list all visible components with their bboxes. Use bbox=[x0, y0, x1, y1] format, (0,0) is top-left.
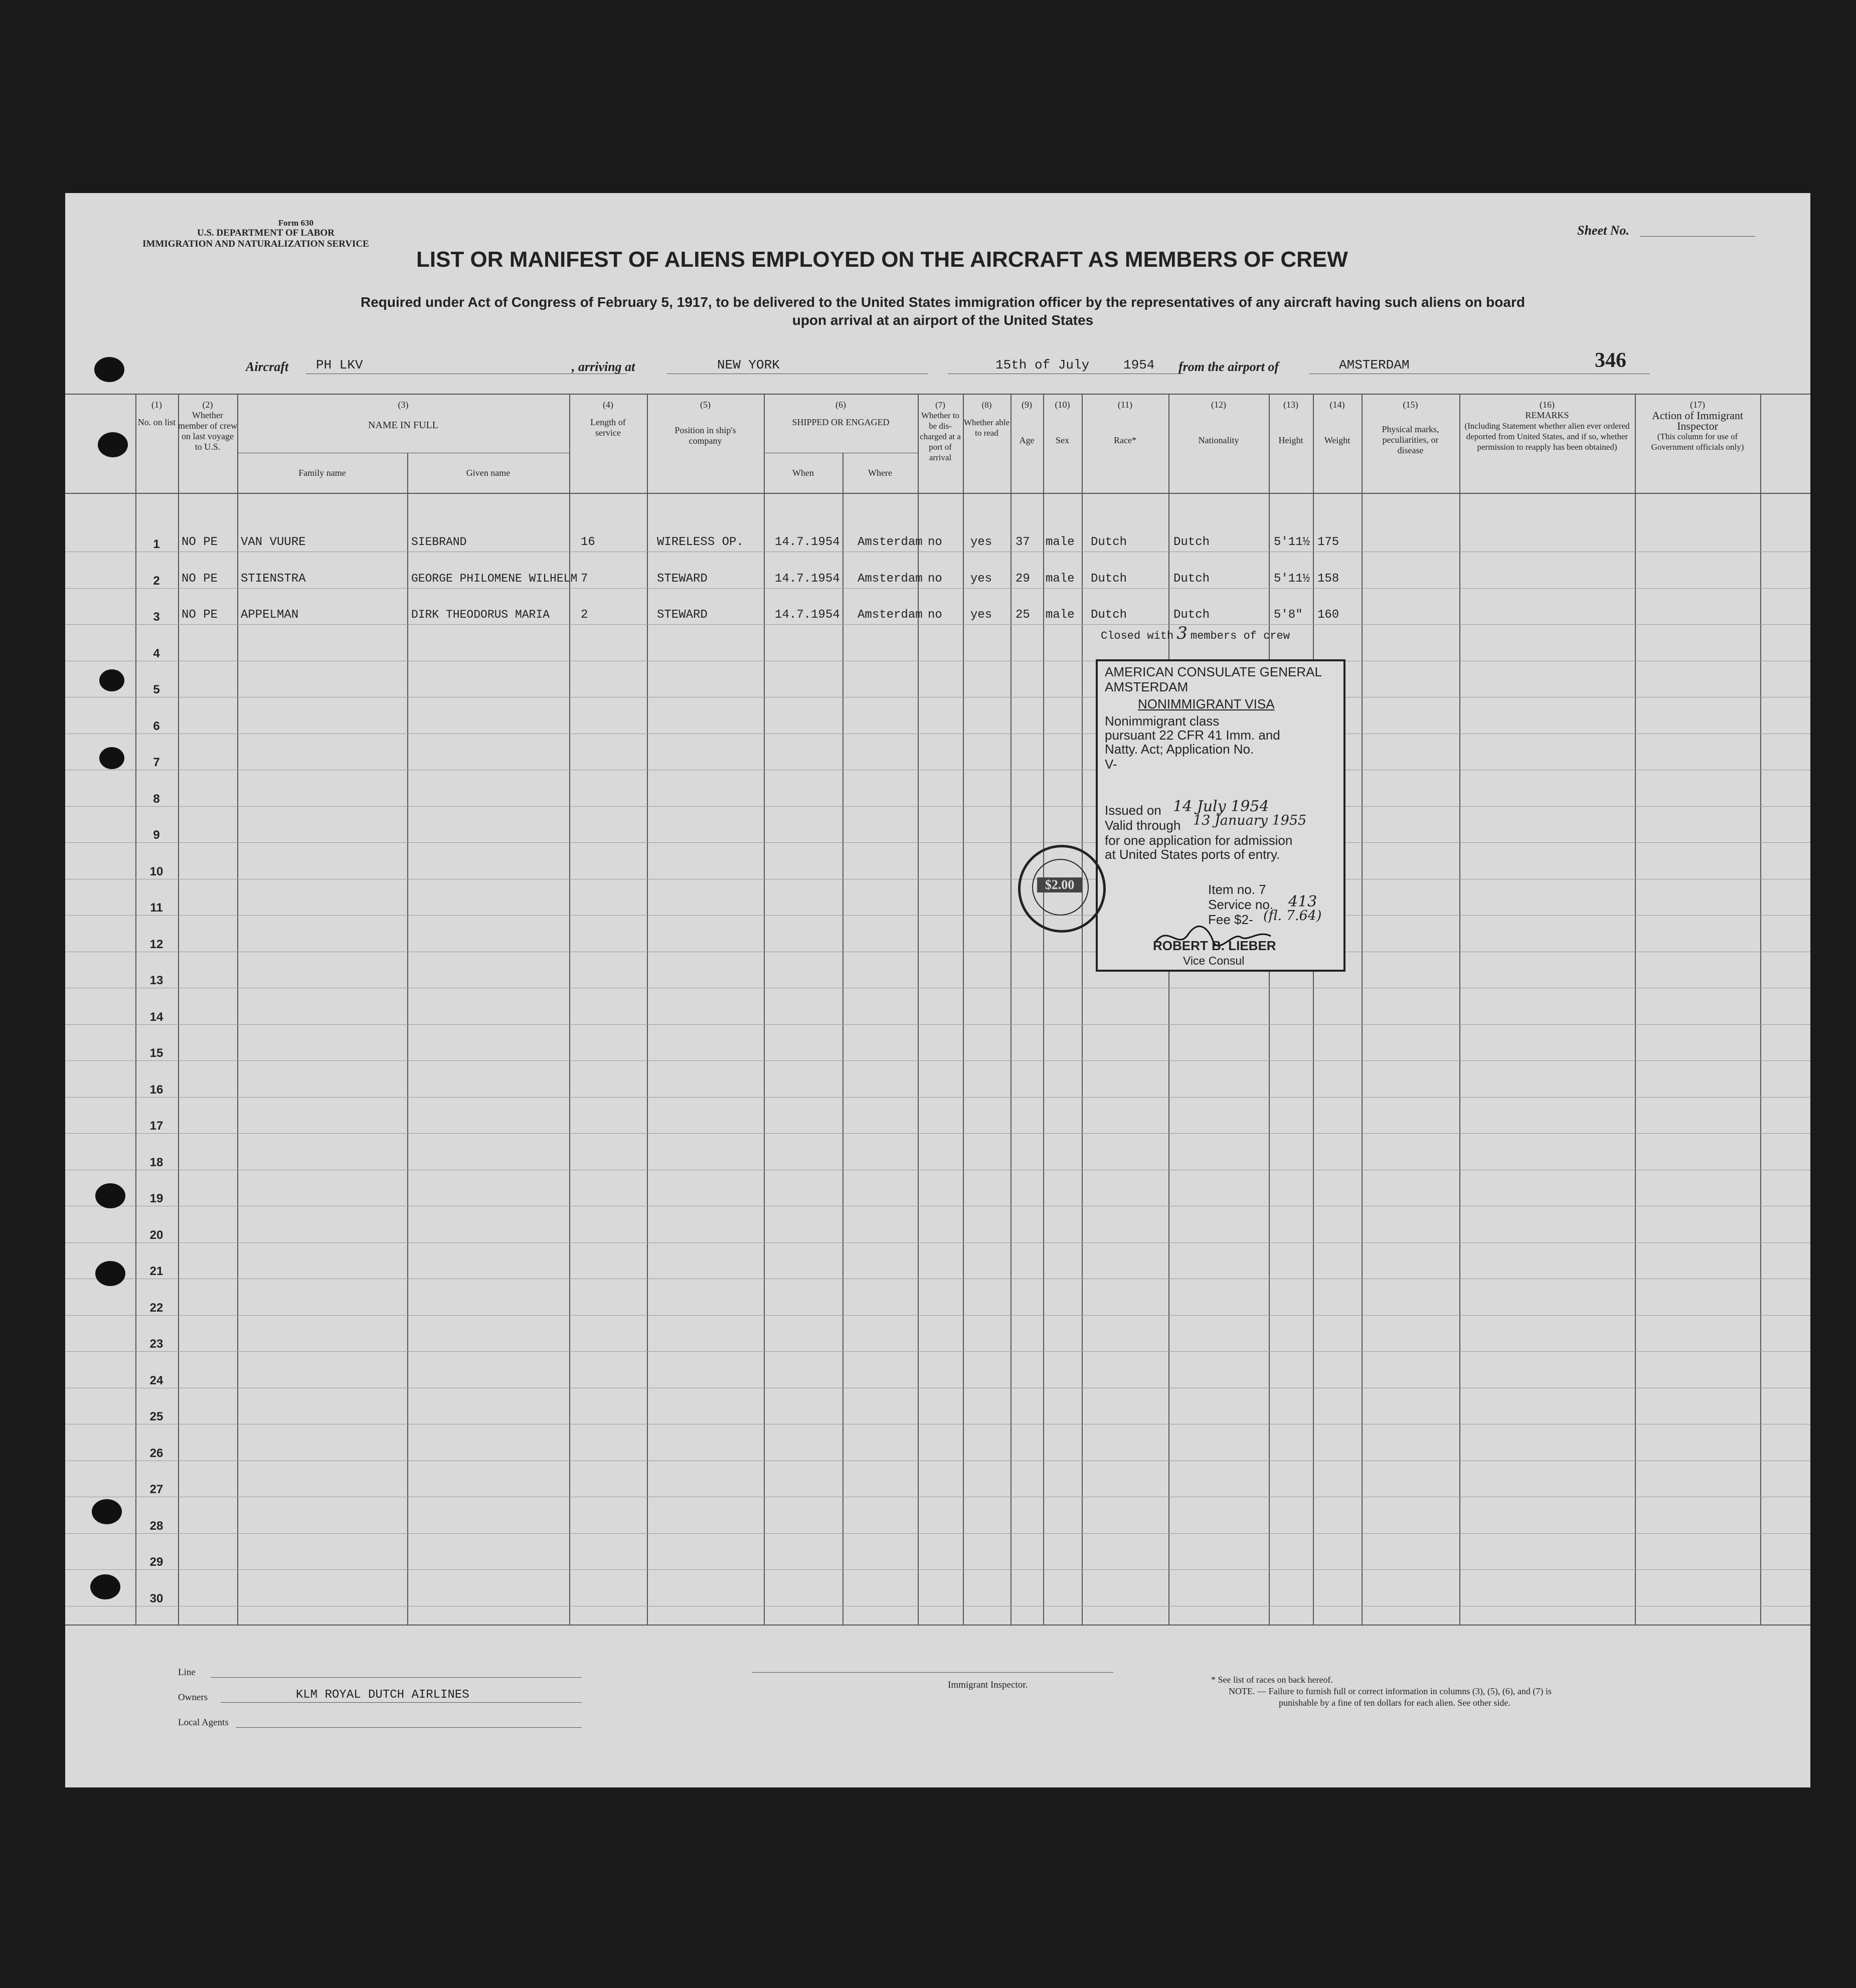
agents-label: Local Agents bbox=[178, 1717, 229, 1728]
row-rule bbox=[65, 1351, 1810, 1352]
row-number: 19 bbox=[149, 1192, 163, 1205]
col-line-17 bbox=[1635, 394, 1636, 1624]
cell-height: 5'11½ bbox=[1274, 535, 1310, 549]
row-number: 15 bbox=[149, 1046, 163, 1060]
stamp-issued-date: 14 July 1954 bbox=[1173, 798, 1269, 815]
stamp-cfr: pursuant 22 CFR 41 Imm. and bbox=[1105, 728, 1280, 743]
cell-read: yes bbox=[970, 572, 992, 586]
punch-hole bbox=[92, 1499, 122, 1524]
col1-header: (1) No. on list bbox=[137, 400, 176, 427]
col-line-10 bbox=[1043, 394, 1044, 1624]
col3-family-header: Family name bbox=[298, 468, 346, 478]
row-rule bbox=[65, 1024, 1810, 1025]
from-value: AMSTERDAM bbox=[1339, 357, 1410, 373]
visa-stamp bbox=[1096, 659, 1345, 972]
col16-header: (16) REMARKS (Including Statement whether alien ever ordered deported from United States, and if so, whether permission to reapply has been obtained) bbox=[1464, 400, 1630, 452]
col-line-2 bbox=[178, 394, 179, 1624]
col8-header: (8) Whether able to read bbox=[963, 400, 1010, 438]
punch-hole bbox=[99, 669, 124, 691]
col11-header: (11) Race* bbox=[1114, 400, 1136, 445]
row-number: 18 bbox=[149, 1155, 163, 1169]
row-rule bbox=[65, 1242, 1810, 1243]
cell-sex: male bbox=[1046, 572, 1075, 586]
punch-hole bbox=[90, 1574, 120, 1599]
cell-sex: male bbox=[1046, 608, 1075, 622]
cell-position: WIRELESS OP. bbox=[657, 535, 744, 549]
col-line-3b bbox=[407, 453, 408, 1624]
arrival-year: 1954 bbox=[1123, 357, 1155, 373]
row-rule bbox=[65, 1569, 1810, 1570]
cell-where: Amsterdam bbox=[858, 608, 923, 622]
cell-given: DIRK THEODORUS MARIA bbox=[411, 608, 550, 621]
closed-note bbox=[1101, 623, 1290, 643]
col4-header: (4) Length of service bbox=[590, 400, 626, 438]
col13-header: (13) Height bbox=[1278, 400, 1303, 445]
cell-prev: NO PE bbox=[182, 608, 218, 622]
arriving-label: , arriving at bbox=[572, 359, 635, 374]
stamp-consulate: AMERICAN CONSULATE GENERAL bbox=[1105, 664, 1322, 679]
cell-nationality: Dutch bbox=[1173, 535, 1210, 549]
stamp-visa-type: NONIMMIGRANT VISA bbox=[1138, 696, 1275, 711]
row-rule bbox=[65, 842, 1810, 843]
cell-weight: 158 bbox=[1317, 572, 1339, 586]
stamp-service-label: Service no. bbox=[1208, 897, 1274, 912]
col14-header: (14) Weight bbox=[1324, 400, 1351, 445]
cell-position: STEWARD bbox=[657, 572, 708, 586]
row-number: 2 bbox=[153, 574, 160, 588]
row-rule bbox=[65, 1133, 1810, 1134]
stamp-class: Nonimmigrant class bbox=[1105, 713, 1220, 729]
row-rule bbox=[65, 1097, 1810, 1098]
punch-hole bbox=[98, 432, 128, 457]
row-number: 12 bbox=[149, 937, 163, 951]
cell-where: Amsterdam bbox=[858, 535, 923, 549]
col6-when-header: When bbox=[792, 468, 814, 478]
footnote-note-cont: punishable by a fine of ten dollars for each alien. See other side. bbox=[1279, 1698, 1510, 1708]
cell-when: 14.7.1954 bbox=[775, 535, 840, 549]
punch-hole bbox=[94, 357, 124, 382]
row-number: 24 bbox=[149, 1373, 163, 1387]
owners-field bbox=[221, 1702, 582, 1703]
subtitle-line2: upon arrival at an airport of the United States bbox=[792, 312, 1094, 328]
footnote-note: NOTE. — Failure to furnish full or correct information in columns (3), (5), (6), and (7) is bbox=[1229, 1686, 1552, 1696]
col9-header: (9) Age bbox=[1019, 400, 1035, 445]
row-rule bbox=[65, 624, 1810, 625]
service-label: IMMIGRATION AND NATURALIZATION SERVICE bbox=[142, 239, 369, 249]
cell-nationality: Dutch bbox=[1173, 608, 1210, 622]
col-line-15 bbox=[1362, 394, 1363, 1624]
arriving-value: NEW YORK bbox=[717, 357, 780, 373]
row-number: 6 bbox=[153, 719, 160, 733]
col6-where-header: Where bbox=[868, 468, 892, 478]
row-number: 9 bbox=[153, 828, 160, 842]
agents-field bbox=[236, 1727, 582, 1728]
line-label: Line bbox=[178, 1667, 196, 1678]
form-number: Form 630 bbox=[278, 218, 314, 228]
cell-age: 37 bbox=[1016, 535, 1030, 549]
col10-header: (10) Sex bbox=[1055, 400, 1070, 445]
cell-family: APPELMAN bbox=[241, 608, 299, 622]
cell-length: 7 bbox=[581, 572, 588, 586]
stamp-service-no: 413 bbox=[1288, 893, 1317, 911]
row-number: 14 bbox=[149, 1010, 163, 1024]
cell-height: 5'11½ bbox=[1274, 572, 1310, 586]
col2-header: (2) Whether member of crew on last voyage to U.S. bbox=[178, 400, 237, 452]
row-number: 4 bbox=[153, 646, 160, 660]
col-line-5 bbox=[647, 394, 648, 1624]
row-number: 27 bbox=[149, 1483, 163, 1496]
col-line-9 bbox=[1010, 394, 1011, 1624]
sheet-no-line bbox=[1640, 236, 1755, 237]
col17-header: (17) Action of Immigrant Inspector (This column for use of Government officials only) bbox=[1651, 400, 1744, 452]
table-header-bottom bbox=[65, 493, 1810, 494]
inspector-label: Immigrant Inspector. bbox=[948, 1680, 1028, 1690]
row-rule bbox=[65, 806, 1810, 807]
row-number: 13 bbox=[149, 974, 163, 987]
aircraft-label: Aircraft bbox=[246, 359, 289, 374]
col-line-13 bbox=[1269, 394, 1270, 1624]
cell-family: VAN VUURE bbox=[241, 535, 306, 549]
punch-hole bbox=[99, 747, 124, 769]
closed-prefix: Closed with bbox=[1101, 630, 1174, 642]
row-number: 16 bbox=[149, 1082, 163, 1097]
manifest-sheet bbox=[65, 193, 1810, 1787]
cell-age: 29 bbox=[1016, 572, 1030, 586]
manifest-title: LIST OR MANIFEST OF ALIENS EMPLOYED ON THE AIRCRAFT AS MEMBERS OF CREW bbox=[416, 247, 1348, 272]
stamp-fee-label: Fee $2- bbox=[1208, 912, 1253, 927]
cell-sex: male bbox=[1046, 535, 1075, 549]
row-number: 22 bbox=[149, 1301, 163, 1315]
row-number: 8 bbox=[153, 792, 160, 806]
col3-header: (3) NAME IN FULL bbox=[368, 400, 438, 431]
cell-race: Dutch bbox=[1091, 572, 1127, 586]
stamp-fee-value: (fl. 7.64) bbox=[1263, 908, 1322, 924]
stamp-item-no: Item no. 7 bbox=[1208, 882, 1266, 897]
col-line-6 bbox=[764, 394, 765, 1624]
arrival-date: 15th of July bbox=[995, 357, 1090, 373]
col-line-12 bbox=[1168, 394, 1169, 1624]
row-number: 25 bbox=[149, 1410, 163, 1423]
row-number: 29 bbox=[149, 1555, 163, 1569]
col3-given-header: Given name bbox=[466, 468, 511, 478]
col-line-8 bbox=[963, 394, 964, 1624]
cell-race: Dutch bbox=[1091, 535, 1127, 549]
row-number: 7 bbox=[153, 756, 160, 769]
line-field bbox=[211, 1677, 582, 1678]
cell-given: SIEBRAND bbox=[411, 535, 467, 549]
stamp-city: AMSTERDAM bbox=[1105, 679, 1189, 694]
row-number: 11 bbox=[150, 901, 163, 915]
row-number: 23 bbox=[149, 1337, 163, 1351]
owners-label: Owners bbox=[178, 1692, 208, 1703]
stamp-valid-label: Valid through bbox=[1105, 818, 1181, 833]
col6-header: (6) SHIPPED OR ENGAGED bbox=[792, 400, 890, 427]
stamp-consul-title: Vice Consul bbox=[1183, 954, 1245, 967]
row-rule bbox=[65, 588, 1810, 589]
cell-discharge: no bbox=[928, 535, 942, 549]
cell-family: STIENSTRA bbox=[241, 572, 306, 586]
sheet-no-label: Sheet No. bbox=[1577, 223, 1629, 238]
stamp-valid-date: 13 January 1955 bbox=[1193, 813, 1307, 828]
closed-count: 3 bbox=[1176, 623, 1188, 643]
col12-header: (12) Nationality bbox=[1198, 400, 1239, 445]
row-number: 26 bbox=[149, 1446, 163, 1460]
page-number: 346 bbox=[1595, 349, 1626, 372]
cell-race: Dutch bbox=[1091, 608, 1127, 622]
cell-read: yes bbox=[970, 535, 992, 549]
row-number: 30 bbox=[149, 1591, 163, 1605]
stamp-issued-label: Issued on bbox=[1105, 803, 1161, 818]
cell-prev: NO PE bbox=[182, 535, 218, 549]
subtitle-line1: Required under Act of Congress of February 5, 1917, to be delivered to the United States immigration officer by the representatives of any aircraft having such aliens on board bbox=[361, 294, 1525, 310]
cell-prev: NO PE bbox=[182, 572, 218, 586]
punch-hole bbox=[95, 1261, 125, 1286]
closed-suffix: members of crew bbox=[1190, 630, 1290, 642]
row-number: 1 bbox=[153, 537, 160, 551]
cell-discharge: no bbox=[928, 608, 942, 622]
department-label: U.S. DEPARTMENT OF LABOR bbox=[197, 228, 334, 238]
seal-value: $2.00 bbox=[1037, 877, 1082, 892]
stamp-ports-text: at United States ports of entry. bbox=[1105, 847, 1280, 862]
row-rule bbox=[65, 1315, 1810, 1316]
cell-nationality: Dutch bbox=[1173, 572, 1210, 586]
row-rule bbox=[65, 1533, 1810, 1534]
col-line-18 bbox=[1760, 394, 1761, 1624]
row-number: 28 bbox=[149, 1519, 163, 1533]
cell-discharge: no bbox=[928, 572, 942, 586]
col5-header: (5) Position in ship's company bbox=[674, 400, 736, 446]
punch-hole bbox=[95, 1183, 125, 1208]
row-number: 10 bbox=[149, 864, 163, 878]
stamp-consul-name: ROBERT B. LIEBER bbox=[1153, 938, 1276, 953]
row-number: 5 bbox=[153, 683, 160, 696]
cell-length: 2 bbox=[581, 608, 588, 622]
footnote-races: * See list of races on back hereof. bbox=[1211, 1675, 1333, 1685]
from-label: from the airport of bbox=[1178, 359, 1279, 374]
stamp-application-text: for one application for admission bbox=[1105, 833, 1293, 848]
col-line-6b bbox=[842, 453, 843, 1624]
col-line-14 bbox=[1313, 394, 1314, 1624]
cell-age: 25 bbox=[1016, 608, 1030, 622]
cell-when: 14.7.1954 bbox=[775, 608, 840, 622]
cell-read: yes bbox=[970, 608, 992, 622]
row-number: 20 bbox=[149, 1228, 163, 1242]
stamp-v: V- bbox=[1105, 757, 1117, 772]
cell-length: 16 bbox=[581, 535, 595, 549]
aircraft-value: PH LKV bbox=[316, 357, 363, 373]
col-line-16 bbox=[1459, 394, 1460, 1624]
col15-header: (15) Physical marks, peculiarities, or disease bbox=[1382, 400, 1439, 455]
col-line-11 bbox=[1082, 394, 1083, 1624]
owners-value: KLM ROYAL DUTCH AIRLINES bbox=[296, 1688, 469, 1702]
stamp-application: Natty. Act; Application No. bbox=[1105, 742, 1254, 757]
row-rule bbox=[65, 1060, 1810, 1061]
col-line-3 bbox=[237, 394, 238, 1624]
cell-where: Amsterdam bbox=[858, 572, 923, 586]
cell-height: 5'8" bbox=[1274, 608, 1303, 622]
table-top-border bbox=[65, 394, 1810, 395]
row-number: 17 bbox=[149, 1119, 163, 1133]
cell-weight: 160 bbox=[1317, 608, 1339, 622]
row-rule bbox=[65, 915, 1810, 916]
row-number: 21 bbox=[149, 1264, 163, 1278]
col-line-1 bbox=[135, 394, 136, 1624]
row-number: 3 bbox=[153, 610, 160, 624]
cell-when: 14.7.1954 bbox=[775, 572, 840, 586]
col7-header: (7) Whether to be dis-charged at a port of arrival bbox=[920, 400, 961, 462]
cell-given: GEORGE PHILOMENE WILHELM bbox=[411, 572, 578, 585]
inspector-field bbox=[752, 1672, 1113, 1673]
cell-weight: 175 bbox=[1317, 535, 1339, 549]
cell-position: STEWARD bbox=[657, 608, 708, 622]
table-bottom-border bbox=[65, 1624, 1810, 1625]
